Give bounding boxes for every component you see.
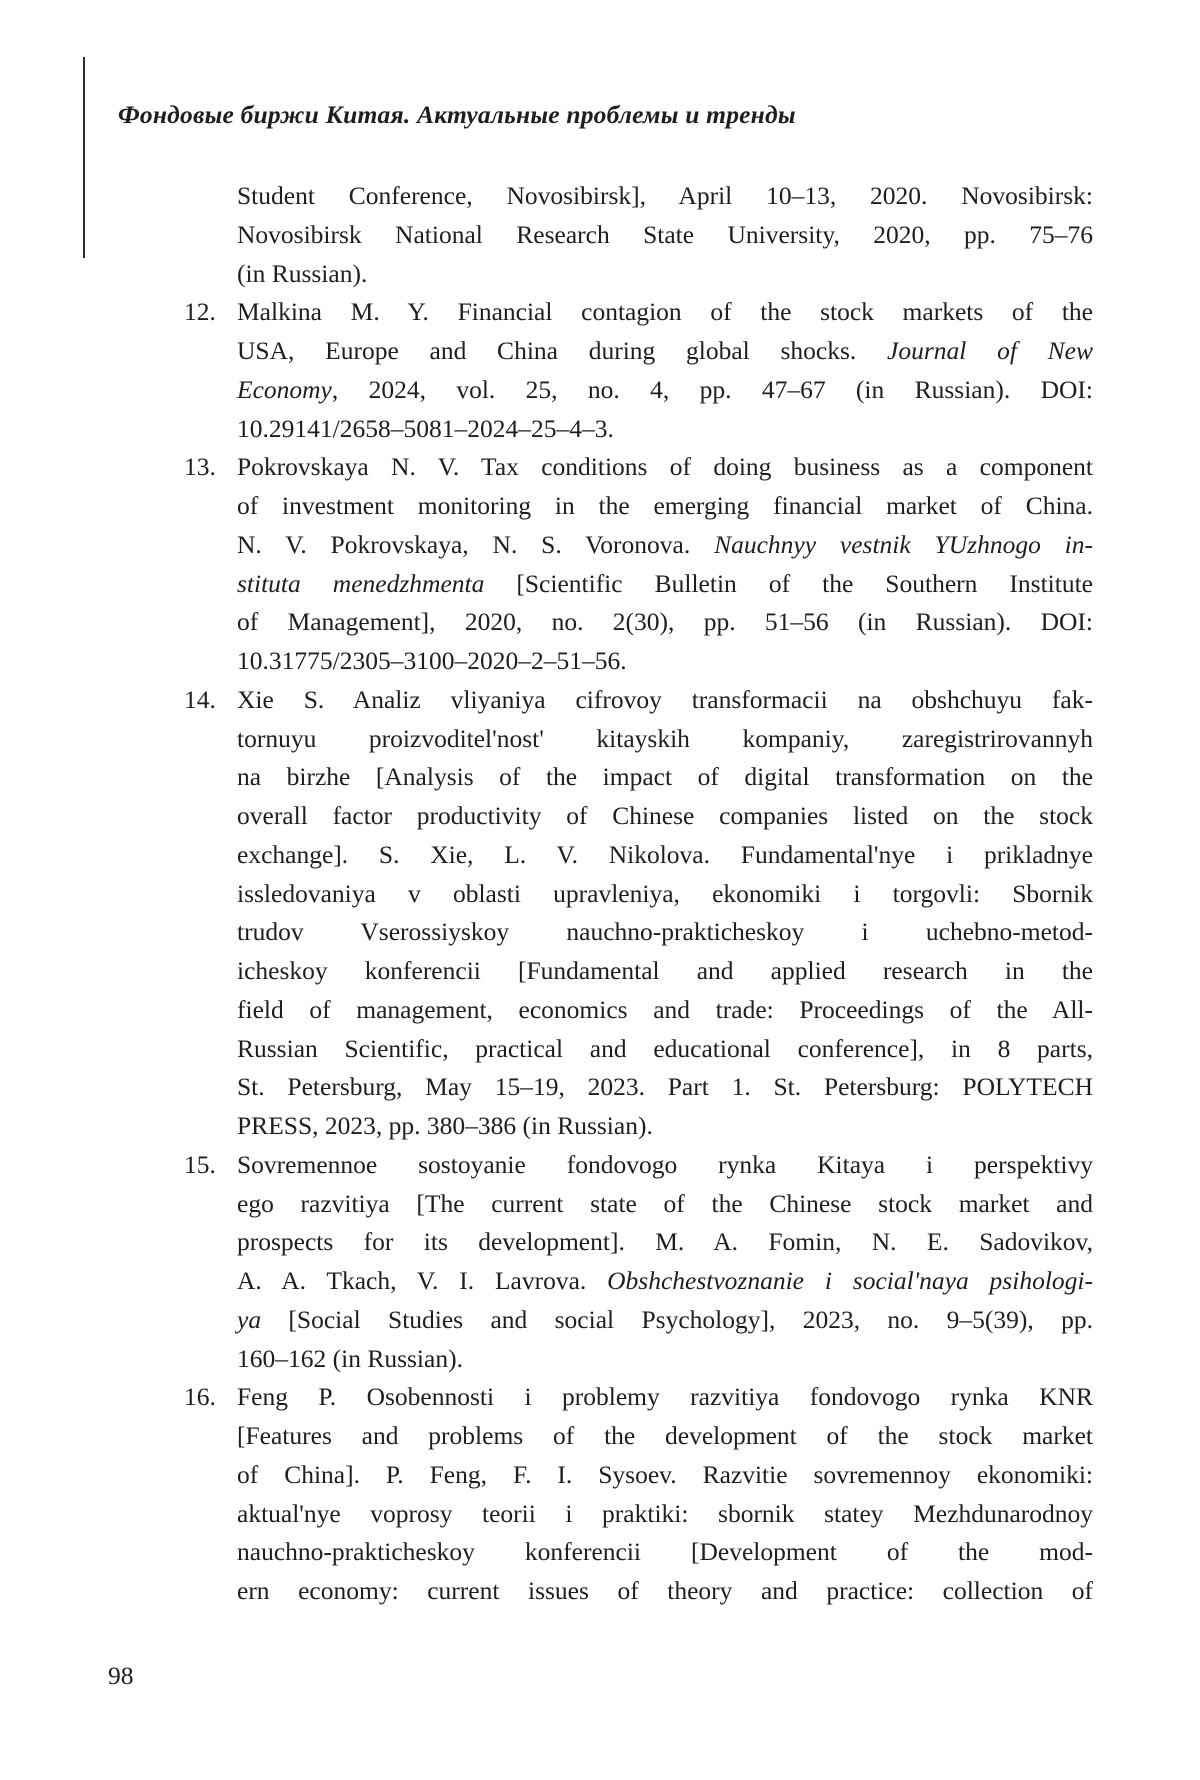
reference-italic-text: stituta menedzhmenta — [237, 568, 485, 598]
reference-number: 14. — [184, 684, 216, 714]
reference-text: PRESS, 2023, pp. 380–386 (in Russian). — [237, 1111, 653, 1140]
reference-text: [Features and problems of the development of the stock market — [237, 1421, 1093, 1450]
reference-line — [237, 1378, 1093, 1417]
reference-line — [237, 255, 1093, 294]
reference-item — [184, 448, 1094, 681]
reference-line — [237, 177, 1093, 216]
reference-number: 15. — [184, 1149, 216, 1179]
reference-item — [184, 681, 1093, 1146]
reference-line — [237, 991, 1093, 1030]
margin-rule — [83, 57, 85, 258]
reference-number: 13. — [184, 452, 216, 482]
reference-text: aktual'nye voprosy teorii i praktiki: sbornik statey Mezhdunarodnoy — [237, 1498, 1093, 1528]
reference-item — [237, 177, 1093, 293]
reference-line — [237, 603, 1093, 642]
reference-text: of Management], 2020, no. 2(30), pp. 51–56 (in Russian). DOI: — [237, 607, 1093, 637]
reference-line — [237, 1185, 1093, 1224]
reference-number: 16. — [184, 1382, 216, 1412]
reference-text: Feng P. Osobennosti i problemy razvitiya fondovogo rynka KNR — [237, 1382, 1093, 1412]
reference-italic-text: Nauchnyy vestnik YUzhnogo in- — [714, 529, 1094, 559]
reference-item — [184, 1146, 1093, 1379]
reference-line — [237, 565, 1093, 604]
reference-line — [237, 1223, 1093, 1262]
reference-text: Xie S. Analiz vliyaniya cifrovoy transformacii na obshchuyu fak- — [237, 684, 1093, 714]
reference-text: St. Petersburg, May 15–19, 2023. Part 1. St. Petersburg: POLYTECH — [237, 1072, 1093, 1102]
reference-line — [237, 913, 1093, 952]
reference-line — [237, 1456, 1093, 1495]
reference-line — [237, 875, 1093, 914]
reference-text: Novosibirsk National Research State University, 2020, pp. 75–76 — [237, 219, 1093, 249]
reference-line — [237, 1495, 1093, 1534]
reference-text: exchange]. S. Xie, L. V. Nikolova. Fundamental'nye i prikladnye — [237, 839, 1093, 869]
reference-line — [237, 410, 1093, 449]
reference-line — [237, 642, 1093, 681]
reference-text: [Social Studies and social Psychology], 2023, no. 9–5(39), pp. — [261, 1304, 1093, 1334]
reference-italic-text: Obshchestvoznanie i social'naya psihologi- — [607, 1266, 1093, 1295]
reference-line — [237, 1533, 1093, 1572]
reference-text: field of management, economics and trade: Proceedings of the All- — [237, 994, 1093, 1024]
reference-line — [237, 1107, 1093, 1146]
reference-text: N. V. Pokrovskaya, N. S. Voronova. — [237, 529, 715, 559]
reference-text: 10.31775/2305–3100–2020–2–51–56. — [237, 646, 627, 675]
reference-italic-text: Economy — [237, 374, 332, 404]
reference-line — [237, 1417, 1093, 1456]
reference-item — [184, 293, 1094, 448]
running-header: Фондовые биржи Китая. Актуальные проблемы и тренды — [118, 100, 796, 129]
reference-text: Pokrovskaya N. V. Tax conditions of doing business as a component — [237, 452, 1093, 482]
reference-text: 10.29141/2658–5081–2024–25–4–3. — [237, 413, 614, 443]
reference-line — [237, 216, 1093, 255]
reference-text: of investment monitoring in the emerging financial market of China. — [237, 491, 1093, 520]
reference-text: issledovaniya v oblasti upravleniya, ekonomiki i torgovli: Sbornik — [237, 878, 1093, 908]
reference-line — [237, 332, 1093, 371]
reference-number: 12. — [184, 297, 216, 327]
reference-line — [237, 1068, 1093, 1107]
reference-line — [237, 1340, 1093, 1379]
reference-italic-text: ya — [237, 1304, 262, 1334]
reference-line — [237, 1301, 1093, 1340]
reference-item — [184, 1378, 1093, 1611]
reference-line — [237, 1262, 1093, 1301]
reference-text: of China]. P. Feng, F. I. Sysoev. Razvitie sovremennoy ekonomiki: — [237, 1459, 1093, 1489]
reference-text: (in Russian). — [237, 258, 368, 288]
reference-text: Sovremennoe sostoyanie fondovogo rynka Kitaya i perspektivy — [237, 1149, 1093, 1179]
reference-line — [237, 681, 1093, 720]
reference-line — [237, 952, 1093, 991]
reference-text: USA, Europe and China during global shocks. — [237, 336, 888, 365]
reference-italic-text: Journal of New — [887, 336, 1094, 365]
reference-text: trudov Vserossiyskoy nauchno-prakticheskoy i uchebno-metod- — [237, 917, 1093, 947]
reference-line — [237, 487, 1093, 526]
reference-line — [237, 371, 1093, 410]
reference-text: Russian Scientific, practical and educational conference], in 8 parts, — [237, 1033, 1093, 1063]
references-list — [184, 177, 1094, 1611]
reference-text: [Scientific Bulletin of the Southern Institute — [484, 568, 1093, 598]
reference-text: overall factor productivity of Chinese companies listed on the stock — [237, 801, 1093, 830]
reference-line — [237, 720, 1093, 759]
reference-text: Student Conference, Novosibirsk], April 10–13, 2020. Novosibirsk: — [237, 181, 1093, 210]
reference-text: Malkina M. Y. Financial contagion of the stock markets of the — [237, 297, 1093, 327]
reference-line — [237, 797, 1093, 836]
reference-text: prospects for its development]. M. A. Fomin, N. E. Sadovikov, — [237, 1227, 1093, 1257]
reference-text: A. A. Tkach, V. I. Lavrova. — [237, 1266, 608, 1295]
reference-line — [237, 1146, 1093, 1185]
reference-line — [237, 836, 1093, 875]
reference-line — [237, 1030, 1093, 1069]
reference-text: ego razvitiya [The current state of the Chinese stock market and — [237, 1188, 1093, 1218]
reference-line — [237, 758, 1093, 797]
reference-text: icheskoy konferencii [Fundamental and applied research in the — [237, 956, 1093, 985]
reference-text: na birzhe [Analysis of the impact of digital transformation on the — [237, 762, 1093, 792]
reference-line — [237, 293, 1093, 332]
page-number: 98 — [108, 1661, 134, 1690]
reference-line — [237, 1572, 1093, 1611]
reference-text: tornuyu proizvoditel'nost' kitayskih kompaniy, zaregistrirovannyh — [237, 723, 1093, 753]
reference-line — [237, 448, 1093, 487]
reference-text: 160–162 (in Russian). — [237, 1343, 463, 1373]
reference-text: , 2024, vol. 25, no. 4, pp. 47–67 (in Russian). DOI: — [331, 374, 1093, 404]
reference-text: nauchno-prakticheskoy konferencii [Development of the mod- — [237, 1537, 1093, 1567]
reference-text: ern economy: current issues of theory and practice: collection of — [237, 1576, 1093, 1605]
reference-line — [237, 526, 1093, 565]
